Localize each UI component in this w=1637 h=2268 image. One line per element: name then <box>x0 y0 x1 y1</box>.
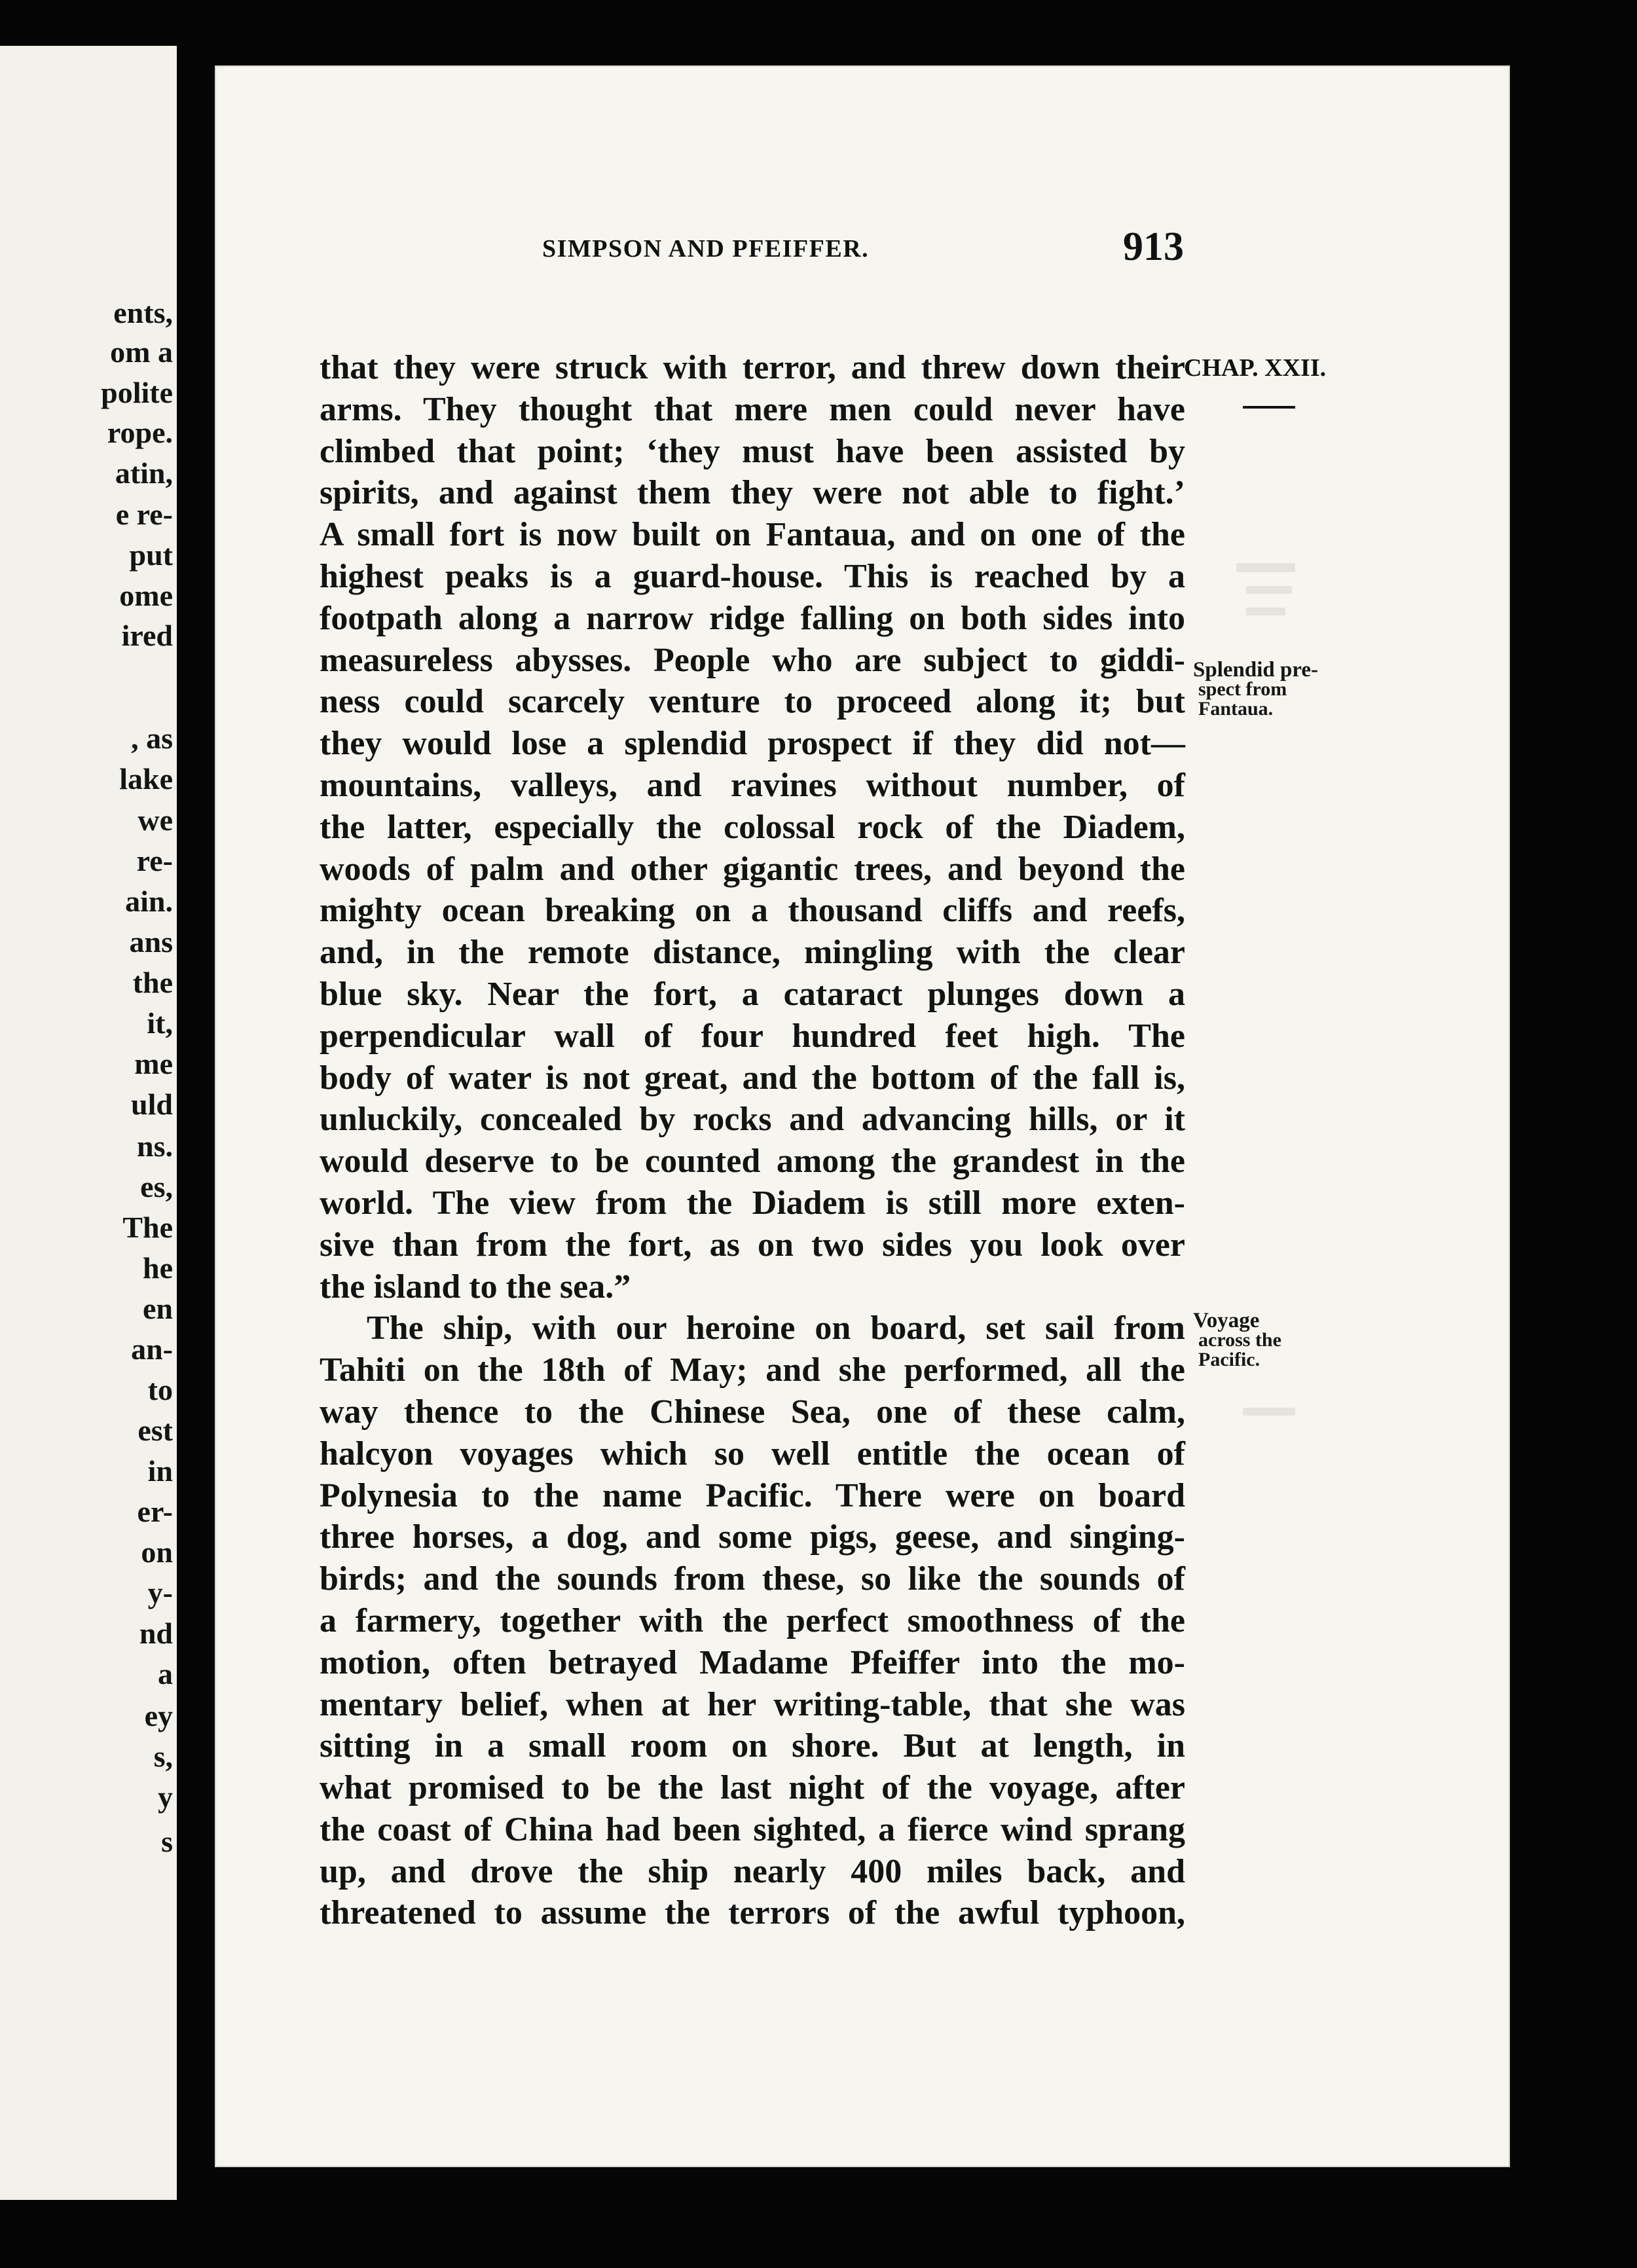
left-page-line-fragment: to <box>147 1373 173 1406</box>
chapter-label: CHAP. XXII. <box>1184 354 1327 382</box>
text-line: three horses, a dog, and some pigs, geese, and singing- <box>320 1518 1185 1556</box>
left-page-line-fragment: s <box>161 1825 173 1858</box>
text-line: they would lose a splendid prospect if they did not— <box>320 725 1185 763</box>
left-page-line-fragment: rope. <box>107 416 173 449</box>
sidenote-line: spect from <box>1198 678 1287 700</box>
text-line: measureless abysses. People who are subject to giddi- <box>320 641 1185 679</box>
left-page-line-fragment: The <box>122 1211 173 1244</box>
text-line: the latter, especially the colossal rock of the Diadem, <box>320 808 1185 846</box>
text-line: the island to the sea.” <box>320 1268 631 1306</box>
left-page-line-fragment: s, <box>153 1740 173 1773</box>
text-line: and, in the remote distance, mingling with the clear <box>320 934 1185 972</box>
text-line: a farmery, together with the perfect smoothness of the <box>320 1601 1185 1639</box>
text-line: sitting in a small room on shore. But at length, in <box>320 1727 1185 1765</box>
left-page-line-fragment: a <box>158 1657 173 1691</box>
text-line: perpendicular wall of four hundred feet high. The <box>320 1017 1185 1055</box>
left-page-line-fragment: e re- <box>115 498 173 531</box>
left-page-line-fragment: he <box>143 1251 173 1285</box>
text-line: the coast of China had been sighted, a fierce wind sprang <box>320 1810 1185 1848</box>
left-page-line-fragment: uld <box>131 1088 173 1121</box>
text-line: mentary belief, when at her writing-table, that she was <box>320 1685 1185 1723</box>
sidenote-line: Fantaua. <box>1198 698 1274 720</box>
text-line: motion, often betrayed Madame Pfeiffer into the mo- <box>320 1643 1185 1681</box>
left-page-line-fragment: we <box>138 803 173 837</box>
text-line: highest peaks is a guard-house. This is reached by a <box>320 557 1185 595</box>
text-line: unluckily, concealed by rocks and advancing hills, or it <box>320 1101 1185 1139</box>
left-page-line-fragment: the <box>132 966 173 999</box>
left-page-line-fragment: es, <box>140 1170 173 1203</box>
running-head <box>320 223 1185 275</box>
sidenote-line: Pacific. <box>1198 1349 1260 1370</box>
left-page-line-fragment: ents, <box>113 296 173 329</box>
text-line: footpath along a narrow ridge falling on both sides into <box>320 599 1185 637</box>
sidenote-line: Splendid pre- <box>1193 658 1319 682</box>
left-page-line-fragment: ans <box>129 925 173 959</box>
text-line: would deserve to be counted among the grandest in the <box>320 1143 1185 1180</box>
text-line: halcyon voyages which so well entitle the ocean of <box>320 1435 1185 1472</box>
text-line: mighty ocean breaking on a thousand cliffs and reefs, <box>320 892 1185 930</box>
page-number: 913 <box>1123 225 1184 269</box>
text-line: birds; and the sounds from these, so like the sounds of <box>320 1560 1185 1598</box>
text-line: spirits, and against them they were not able to fight.’ <box>320 474 1185 512</box>
left-page-line-fragment: lake <box>119 762 173 796</box>
left-page-line-fragment: ired <box>121 619 173 652</box>
left-page-line-fragment: ain. <box>125 885 173 918</box>
left-page-line-fragment: er- <box>137 1495 173 1528</box>
text-line: mountains, valleys, and ravines without number, of <box>320 766 1185 804</box>
text-line: sive than from the fort, as on two sides you look over <box>320 1226 1185 1264</box>
text-line: world. The view from the Diadem is still more exten- <box>320 1184 1185 1222</box>
text-line: body of water is not great, and the bottom of the fall is, <box>320 1059 1185 1097</box>
chapter-rule <box>1243 406 1295 409</box>
left-page-line-fragment: atin, <box>115 456 173 490</box>
left-page-line-fragment: est <box>138 1414 173 1447</box>
left-page-fragment <box>0 46 177 2200</box>
left-page-line-fragment: y- <box>147 1576 173 1609</box>
text-line: climbed that point; ‘they must have been assisted by <box>320 432 1185 470</box>
text-line: Polynesia to the name Pacific. There were on board <box>320 1476 1185 1514</box>
left-page-line-fragment: ome <box>119 579 173 612</box>
text-line: ness could scarcely venture to proceed along it; but <box>320 683 1185 721</box>
text-line: The ship, with our heroine on board, set sail from <box>367 1309 1185 1347</box>
left-page-line-fragment: nd <box>139 1617 173 1650</box>
left-page-line-fragment: put <box>129 538 173 572</box>
text-line: Tahiti on the 18th of May; and she performed, all the <box>320 1351 1185 1389</box>
text-line: A small fort is now built on Fantaua, and on one of the <box>320 516 1185 554</box>
sidenote-voyage-pacific <box>1193 1311 1281 1370</box>
sidenote-line: across the <box>1198 1329 1281 1351</box>
left-page-line-fragment: on <box>141 1535 173 1569</box>
left-page-line-fragment: om a <box>110 335 173 369</box>
text-line: blue sky. Near the fort, a cataract plunges down a <box>320 975 1185 1013</box>
sidenote-splendid-prospect <box>1193 660 1318 719</box>
left-page-line-fragment: me <box>134 1047 173 1080</box>
left-page-line-fragment: it, <box>147 1006 173 1040</box>
text-line: threatened to assume the terrors of the awful typhoon, <box>320 1894 1185 1932</box>
left-page-line-fragment: polite <box>101 376 173 409</box>
sidenote-line: Voyage <box>1193 1309 1260 1332</box>
text-line: what promised to be the last night of the voyage, after <box>320 1769 1185 1807</box>
left-page-line-fragment: , as <box>131 722 173 755</box>
left-page-line-fragment: in <box>147 1454 173 1488</box>
text-line: way thence to the Chinese Sea, one of these calm, <box>320 1393 1185 1431</box>
left-page-line-fragment: re- <box>136 844 173 877</box>
text-line: woods of palm and other gigantic trees, and beyond the <box>320 850 1185 888</box>
left-page-line-fragment: y <box>158 1780 173 1814</box>
running-title: SIMPSON AND PFEIFFER. <box>542 235 870 263</box>
left-page-line-fragment: an- <box>131 1332 173 1366</box>
text-line: arms. They thought that mere men could never have <box>320 390 1185 428</box>
text-line: up, and drove the ship nearly 400 miles back, and <box>320 1852 1185 1890</box>
left-page-line-fragment: ns. <box>137 1129 173 1163</box>
body-text <box>320 347 1185 1934</box>
text-line: that they were struck with terror, and threw down their <box>320 349 1185 386</box>
left-page-line-fragment: en <box>143 1292 173 1325</box>
left-page-line-fragment: ey <box>144 1699 173 1732</box>
